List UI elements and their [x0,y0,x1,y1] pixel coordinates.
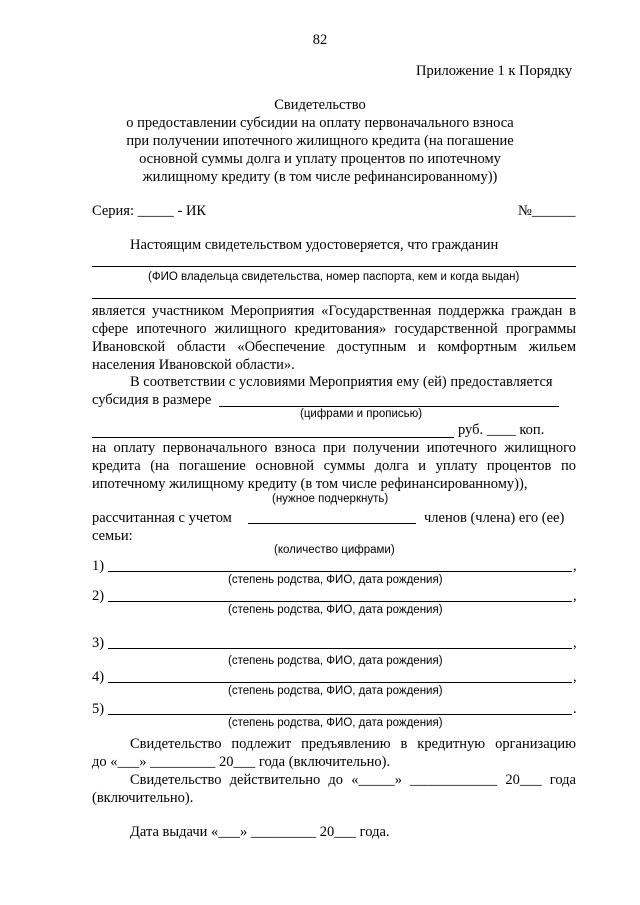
participant-line-3: Ивановской области «Обеспечение доступным и комфортным жильем [92,339,576,355]
member-number: 1) [92,558,105,574]
owner-hint: (ФИО владельца свидетельства, номер паспорта, кем и когда выдан) [148,271,520,283]
series-field: Серия: _____ - ИК [92,203,207,219]
member-period: . [573,701,577,717]
member-number: 3) [92,635,105,651]
validity-line-1: Свидетельство действительно до «_____» ____________ 20___ года [130,772,576,788]
member-hint: (степень родства, ФИО, дата рождения) [228,655,443,667]
subsidy-line-1: В соответствии с условиями Мероприятия ему (ей) предоставляется [130,374,553,390]
member-hint: (степень родства, ФИО, дата рождения) [228,574,443,586]
appendix-label: Приложение 1 к Порядку [416,63,573,79]
family-line-1-end: членов (члена) его (ее) [424,510,565,526]
member-number: 5) [92,701,105,717]
issue-date: Дата выдачи «___» _________ 20___ года. [130,824,390,840]
page-number: 82 [312,32,328,48]
title-line-2: о предоставлении субсидии на оплату первоначального взноса [126,115,514,131]
member-line [108,682,572,683]
member-comma: , [573,635,577,651]
participant-line-4: населения Ивановской области». [92,357,295,373]
member-number: 4) [92,669,105,685]
member-hint: (степень родства, ФИО, дата рождения) [228,685,443,697]
title-line-1: Свидетельство [274,97,366,113]
member-line [108,648,572,649]
member-number: 2) [92,588,105,604]
title-line-3: при получении ипотечного жилищного кредита (на погашение [126,133,514,149]
owner-line-2 [92,298,576,299]
family-line-1-start: рассчитанная с учетом [92,510,232,526]
title-line-4: основной суммы долга и уплату процентов по ипотечному [139,151,501,167]
subsidy-line-2: субсидия в размере [92,392,212,408]
participant-line-1: является участником Мероприятия «Государственная поддержка граждан в [92,303,576,319]
number-field: №______ [518,203,576,219]
rub-kop: руб. ____ коп. [458,422,545,438]
certify-text: Настоящим свидетельством удостоверяется, что гражданин [130,237,499,253]
member-comma: , [573,588,577,604]
amount-hint: (цифрами и прописью) [300,408,423,420]
owner-line [92,266,576,267]
submission-line-2: до «___» _________ 20___ года (включительно). [92,754,391,770]
member-line [108,571,572,572]
submission-line-1: Свидетельство подлежит предъявлению в кредитную организацию [130,736,576,752]
member-comma: , [573,558,577,574]
family-line-2: семьи: [92,528,133,544]
member-line [108,601,572,602]
amount-words-line [92,437,454,438]
validity-line-2: (включительно). [92,790,194,806]
subsidy-line-4: кредита (на погашение основной суммы долга и уплату процентов по [92,458,576,474]
member-hint: (степень родства, ФИО, дата рождения) [228,604,443,616]
underline-hint: (нужное подчеркнуть) [272,493,389,505]
participant-line-2: сфере ипотечного жилищного кредитования» государственной программы [92,321,576,337]
member-line [108,714,572,715]
family-count-line [248,523,416,524]
subsidy-line-5: ипотечному жилищному кредиту (в том числе рефинансированному)), [92,476,528,492]
title-line-5: жилищному кредиту (в том числе рефинансированному)) [142,169,498,185]
member-hint: (степень родства, ФИО, дата рождения) [228,717,443,729]
count-hint: (количество цифрами) [274,544,395,556]
member-comma: , [573,669,577,685]
subsidy-line-3: на оплату первоначального взноса при получении ипотечного жилищного [92,440,576,456]
